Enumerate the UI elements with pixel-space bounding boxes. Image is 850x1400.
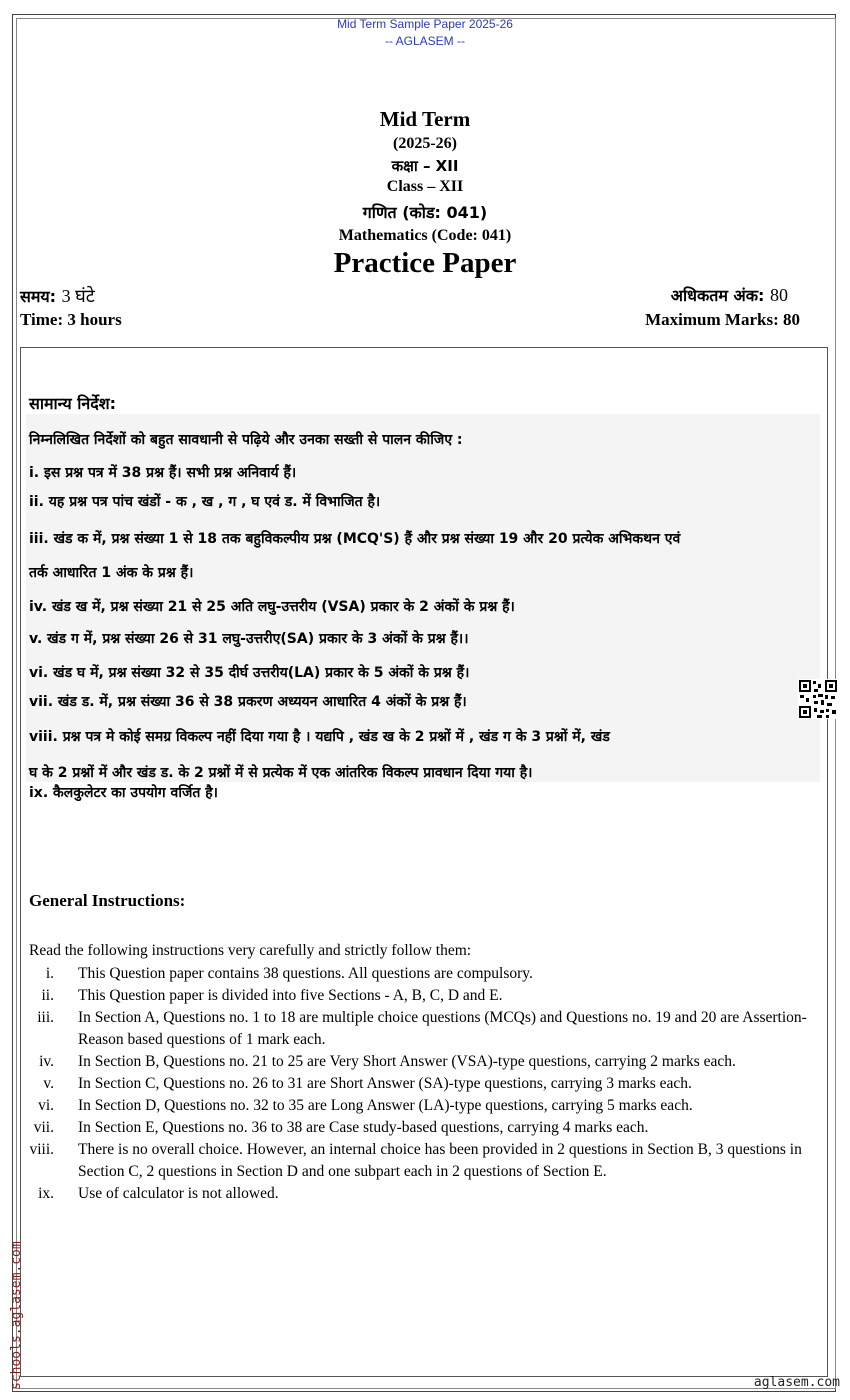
instruction-number: ix. [38, 1185, 54, 1202]
hindi-instruction-line: तर्क आधारित 1 अंक के प्रश्न हैं। [29, 565, 194, 581]
hindi-instruction-line: v. खंड ग में, प्रश्न संख्या 26 से 31 लघु-उत्तरीए(SA) प्रकार के 3 अंकों के प्रश्न हैं।। [29, 631, 469, 647]
instruction-text: In Section C, Questions no. 26 to 31 are Short Answer (SA)-type questions, carrying 3 marks each. [78, 1075, 692, 1092]
hindi-instructions-heading: सामान्य निर्देश: [29, 394, 117, 413]
instruction-item [20, 1139, 820, 1183]
english-instructions-heading: General Instructions: [29, 891, 186, 910]
instruction-text: In Section E, Questions no. 36 to 38 are Case study-based questions, carrying 4 marks each. [78, 1119, 649, 1136]
max-marks-value-hindi: 80 [770, 285, 788, 305]
english-instructions-intro: Read the following instructions very carefully and strictly follow them: [29, 942, 472, 959]
instruction-number: iii. [37, 1009, 54, 1026]
instruction-item [20, 985, 820, 1007]
paper-type: Practice Paper [333, 247, 517, 279]
class-hindi: कक्षा – XII [391, 157, 459, 175]
footer-website-url: aglasem.com [753, 1375, 840, 1390]
english-instructions-list [20, 963, 820, 1205]
instruction-number: viii. [29, 1141, 54, 1158]
hindi-instruction-line: iv. खंड ख में, प्रश्न संख्या 21 से 25 अति लघु-उत्तरीय (VSA) प्रकार के 2 अंकों के प्रश्न हैं। [29, 599, 515, 615]
instruction-item [20, 1183, 820, 1205]
time-label-hindi: समय: [20, 287, 57, 306]
exam-year: (2025-26) [393, 135, 457, 152]
instruction-text: There is no overall choice. However, an internal choice has been provided in 2 questions in Section B, 3 questions in Section C, 2 questions in Section D and one subpart each in 2 questions of Section E. [78, 1141, 802, 1180]
instruction-text: In Section D, Questions no. 32 to 35 are Long Answer (LA)-type questions, carrying 5 marks each. [78, 1097, 693, 1114]
instruction-item [20, 1007, 820, 1051]
hindi-instruction-line: vii. खंड ड. में, प्रश्न संख्या 36 से 38 प्रकरण अध्ययन आधारित 4 अंकों के प्रश्न हैं। [29, 694, 467, 710]
time-english: Time: 3 hours [20, 310, 122, 329]
instruction-text: Use of calculator is not allowed. [78, 1185, 279, 1202]
instruction-number: iv. [39, 1053, 54, 1070]
instruction-text: This Question paper contains 38 questions. All questions are compulsory. [78, 965, 533, 982]
max-marks-hindi [671, 284, 788, 306]
exam-title: Mid Term [379, 107, 471, 131]
qr-code-icon [798, 679, 838, 719]
watermark-brand: -- AGLASEM -- [384, 34, 465, 48]
instruction-text: In Section A, Questions no. 1 to 18 are multiple choice questions (MCQs) and Questions no. 19 and 20 are Assertion-Reason based questions of 1 mark each. [78, 1009, 807, 1048]
time-hindi [20, 284, 95, 308]
instruction-item [20, 963, 820, 985]
instruction-number: ii. [41, 987, 54, 1004]
side-website-url: schools.aglasem.com [9, 1241, 24, 1390]
subject-hindi: गणित (कोड: 041) [362, 203, 488, 222]
instruction-item [20, 1073, 820, 1095]
hindi-instruction-line: ii. यह प्रश्न पत्र पांच खंडों - क , ख , ग , घ एवं ड. में विभाजित है। [29, 494, 381, 510]
class-english: Class – XII [386, 178, 464, 195]
max-marks-label-hindi: अधिकतम अंक: [670, 286, 765, 305]
instruction-item [20, 1051, 820, 1073]
watermark-title: Mid Term Sample Paper 2025-26 [337, 17, 513, 31]
instruction-number: v. [43, 1075, 54, 1092]
hindi-instruction-line: iii. खंड क में, प्रश्न संख्या 1 से 18 तक बहुविकल्पीय प्रश्न (MCQ'S) हैं और प्रश्न संख्या 19 और 20 प्रत्येक अभिकथन एवं [29, 531, 681, 547]
hindi-instruction-line: ix. कैलकुलेटर का उपयोग वर्जित है। [29, 785, 218, 801]
hindi-instruction-line: vi. खंड घ में, प्रश्न संख्या 32 से 35 दीर्घ उत्तरीय(LA) प्रकार के 5 अंकों के प्रश्न हैं। [29, 665, 470, 681]
hindi-instruction-line: घ के 2 प्रश्नों में और खंड ड. के 2 प्रश्नों में से प्रत्येक में एक आंतरिक विकल्प प्रावधान दिया गया है। [29, 765, 533, 781]
instruction-text: In Section B, Questions no. 21 to 25 are Very Short Answer (VSA)-type questions, carrying 2 marks each. [78, 1053, 736, 1070]
hindi-instruction-line: i. इस प्रश्न पत्र में 38 प्रश्न हैं। सभी प्रश्न अनिवार्य हैं। [29, 465, 297, 481]
max-marks-english: Maximum Marks: 80 [645, 310, 800, 329]
instruction-number: i. [45, 965, 54, 982]
instruction-item [20, 1095, 820, 1117]
instruction-text: This Question paper is divided into five Sections - A, B, C, D and E. [78, 987, 503, 1004]
hindi-instruction-line: निम्नलिखित निर्देशों को बहुत सावधानी से पढ़िये और उनका सख्ती से पालन कीजिए : [29, 432, 463, 448]
time-value-hindi: 3 घंटे [61, 286, 95, 306]
hindi-instruction-line: viii. प्रश्न पत्र मे कोई समग्र विकल्प नहीं दिया गया है । यद्यपि , खंड ख के 2 प्रश्नों में , खंड ग के 3 प्रश्नों में, खंड [29, 729, 610, 745]
subject-english: Mathematics (Code: 041) [338, 227, 512, 244]
instruction-number: vi. [38, 1097, 54, 1114]
instruction-number: vii. [33, 1119, 54, 1136]
instruction-item [20, 1117, 820, 1139]
